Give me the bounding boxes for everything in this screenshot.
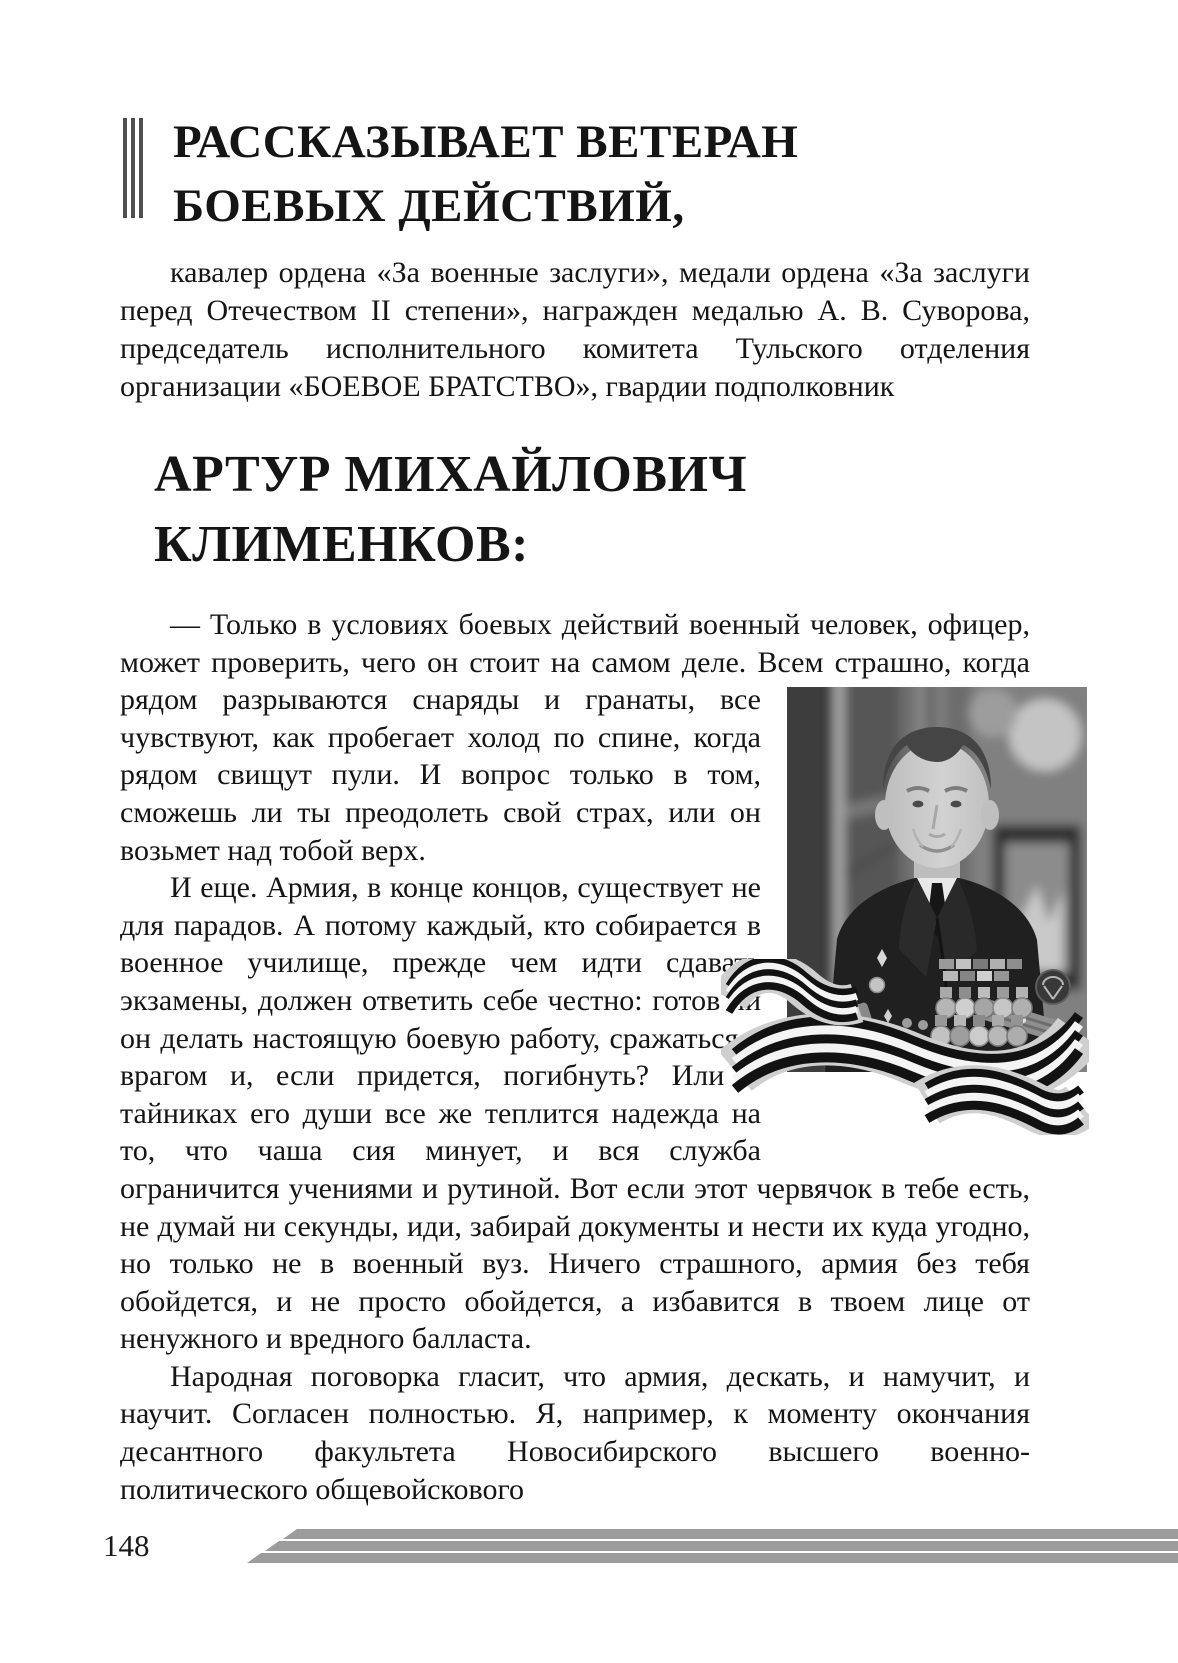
footer-stripes bbox=[199, 1529, 1178, 1563]
portrait-image bbox=[787, 687, 1087, 1072]
page-footer bbox=[0, 1528, 1178, 1564]
veteran-portrait-photo bbox=[787, 687, 1087, 1072]
paragraph-1 bbox=[120, 606, 1030, 869]
stripe-bar bbox=[283, 1529, 1178, 1539]
name-heading-line1: АРТУР МИХАЙЛОВИЧ bbox=[154, 446, 748, 503]
kicker-title bbox=[173, 110, 798, 238]
stripe-bar bbox=[265, 1541, 1178, 1551]
medals bbox=[931, 987, 1032, 1046]
paragraph-2: И еще. Армия, в конце концов, существует не для парадов. А потому каждый, кто собирается в военное училище, прежде чем идти сдавать экзамены, должен ответить себе честно: готов ли он делать настоящую боевую работу, сражаться с врагом и, если придется, погибнуть? Или в тайниках его души все же теплится надежда на то, что чаша сия минует, и вся служба ограничится учениями и рутиной. Вот если этот червячок в тебе есть, не думай ни секунды, иди, забирай документы и нести их куда угодно, но только не в военный вуз. Ничего страшного, армия без тебя обойдется, и не просто обойдется, а избавится в твоем лице от ненужного и вредного балласта. bbox=[120, 871, 1030, 1356]
page-number: 148 bbox=[103, 1528, 150, 1563]
paragraph-1-start: — Только в условиях боевых действий военный человек, офицер, может проверить, чего он стоит на самом деле. Всем страшно, когда bbox=[120, 608, 1030, 679]
name-heading-line2: КЛИМЕНКОВ: bbox=[154, 516, 529, 573]
sleeve-patch bbox=[1036, 970, 1070, 1004]
kicker-heading bbox=[120, 110, 1030, 238]
name-heading bbox=[154, 440, 1030, 580]
intro-paragraph: кавалер ордена «За военные заслуги», медали ордена «За заслуги перед Отечеством II степени», награжден медалью А. В. Суворова, председатель исполнительного комитета Тульского отделения организации «БОЕВОЕ БРАТСТВО», гвардии подполковник bbox=[120, 256, 1030, 403]
stripe-bar bbox=[247, 1553, 1178, 1563]
kicker-title-line1: РАССКАЗЫВАЕТ ВЕТЕРАН bbox=[173, 116, 799, 168]
bar bbox=[131, 118, 135, 218]
paragraph-1-rest: рядом разрываются снаряды и гранаты, все чувствуют, как пробегает холод по спине, когда рядом свищут пули. И вопрос только в том, сможешь ли ты преодолеть свой страх, или он возьмет над тобой верх. bbox=[120, 683, 761, 867]
triple-vertical-bars-icon bbox=[123, 118, 143, 218]
bar bbox=[139, 118, 143, 218]
page-content bbox=[120, 110, 1030, 1508]
kicker-title-line2: БОЕВЫХ ДЕЙСТВИЙ, bbox=[173, 180, 685, 232]
bar bbox=[123, 118, 127, 218]
paragraph-3: Народная поговорка гласит, что армия, дескать, и намучит, и научит. Согласен полностью. Я, например, к моменту окончания десантного факультета Новосибирского высшего военно-политического общевойскового bbox=[120, 1359, 1030, 1506]
